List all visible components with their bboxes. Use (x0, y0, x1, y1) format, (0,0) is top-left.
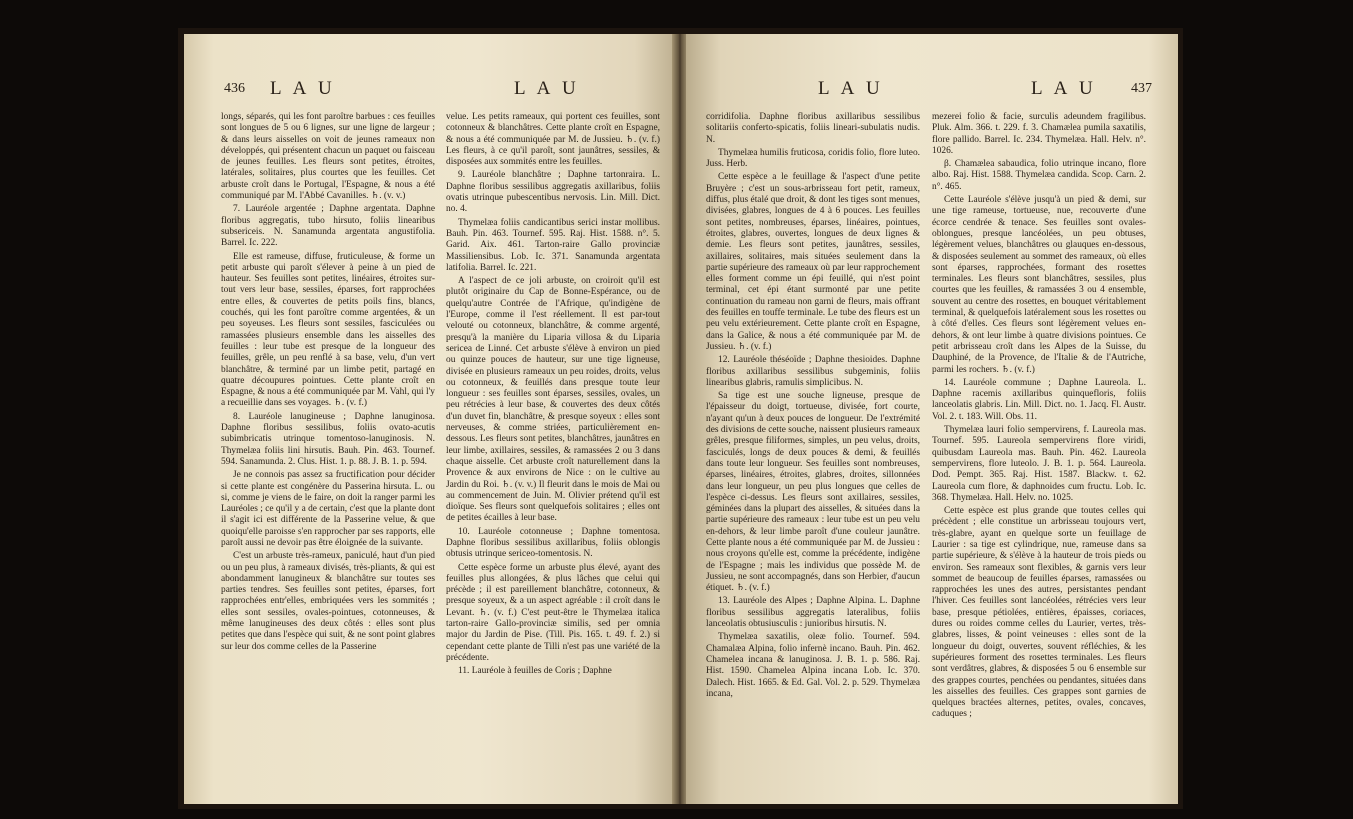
paragraph: Cette espèce forme un arbuste plus élevé, ayant des feuilles plus allongées, & plus lâches que celui qui précède ; il est pareillement blanchâtre, cotonneux, & presque soyeux, & a un aspect agréable : il croît dans le Levant. ♄. (v. f.) C'est peut-être le Thymelæa italica tarton-raire Gallo-provinciæ similis, sed per omnia major du Jardin de Pise. (Till. Pis. 165. t. 49. f. 2.) si cependant cette plante de Tilli n'est pas une variété de la précédente. (446, 562, 660, 663)
right-heading-col1: L A U (818, 78, 884, 99)
right-heading-col2: L A U (1031, 78, 1097, 99)
paragraph: 12. Lauréole théséoïde ; Daphne thesioides. Daphne floribus axillaribus sessilibus subgeminis, foliis linearibus glabris, ramulis simplicibus. N. (706, 355, 920, 388)
paragraph: 14. Lauréole commune ; Daphne Laureola. L. Daphne racemis axillaribus quinquefloris, foliis lanceolatis glabris. Lin. Mill. Dict. no. 1. Jacq. Fl. Austr. Vol. 2. t. 183. Will. Obs. 11. (932, 377, 1146, 422)
left-column-2 (446, 112, 660, 680)
left-page (184, 34, 674, 804)
paragraph: corridifolia. Daphne floribus axillaribus sessilibus solitariis conferto-spicatis, foliis lineari-subulatis nudis. N. (706, 112, 920, 145)
paragraph: Sa tige est une souche ligneuse, presque de l'épaisseur du doigt, tortueuse, divisée, fort courte, n'ayant qu'un à deux pouces de longueur. De l'extrémité des divisions de cette souche, naissent plusieurs rameaux grêles, presque filiformes, simples, un peu velus, droits, fasciculés, longs de deux pouces & demi, & feuillés dans toute leur longueur. Ses feuilles sont nombreuses, éparses, linéaires, étroites, glabres, droites, sillonnées dans leur longueur, un peu plus longues que celles de l'espèce ci-dessus. Les fleurs sont axillaires, sessiles, géminées dans la plupart des aisselles, & situées dans la partie supérieure des rameaux : leur tube est un peu velu en-dehors, & leur limbe paroît d'une couleur jaunâtre. Cette plante nous a été communiquée par M. de Jussieu : nous croyons qu'elle est, comme la précédente, indigène de l'Espagne ; mais les individus que possède M. de Jussieu, ne sont accompagnés, dans son Herbier, d'aucun étiquet. ♄. (v. f.) (706, 391, 921, 594)
paragraph: 7. Lauréole argentée ; Daphne argentata. Daphne floribus aggregatis, tubo hirsuto, foliis linearibus subsericeis. N. Sanamunda argentata angustifolia. Barrel. Ic. 222. (221, 204, 435, 249)
right-column-1 (706, 112, 920, 702)
paragraph: Cette espèce a le feuillage & l'aspect d'une petite Bruyère ; c'est un sous-arbrisseau fort petit, rameux, diffus, plus étalé que droit, & dont les tiges sont menues, divisées, glabres, longues de 4 à 6 pouces. Les feuilles sont petites, nombreuses, éparses, linéaires, pointues, étroites, glabres, ouvertes, longues de deux lignes & demie. Les fleurs sont petites, jaunâtres, sessiles, axillaires, solitaires, mais situées seulement dans la partie supérieure des rameaux où par leur rapprochement elles forment comme un épi feuillé, qui n'est point terminal, cet épi étant surmonté par une petite continuation du rameau non garni de fleurs, mais offrant des feuilles en touffe terminale. Le tube des fleurs est un peu velu extérieurement. Cette plante croît en Espagne, dans la Galice, & nous a été communiquée par M. de Jussieu. ♄. (v. f.) (706, 172, 920, 352)
paragraph: Elle est rameuse, diffuse, fruticuleuse, & forme un petit arbuste qui paroît s'élever à peine à un pied de hauteur. Ses feuilles sont petites, linéaires, étroites sur-tout vers leur base, sessiles, éparses, fort rapprochées entre elles, & couvertes de petits poils fins, blancs, couchés, qui les font paroître comme argentées, & un peu soyeuses. Les fleurs sont sessiles, fasciculées ou ramassées plusieurs ensemble dans les aisselles des feuilles : leur tube est presque de la longueur des feuilles, grêle, un peu renflé à sa base, velu, d'un vert blanchâtre, & terminé par un limbe petit, partagé en quatre découpures pointues. Cette plante croît en Espagne, & nous a été communiquée par M. Vahl, qui l'y a recueillie dans ses voyages. ♄. (v. f.) (221, 251, 435, 409)
left-page-number: 436 (224, 81, 245, 96)
paragraph: Je ne connois pas assez sa fructification pour décider si cette plante est congénère du Passerina hirsuta. L. ou si, comme je viens de le faire, on doit la ranger parmi les Lauréoles ; ce qu'il y a de certain, c'est que la plante dont il s'agit ici est différente de la Passerine velue, & que quoiqu'elle paroisse s'en rapprocher par ses rapports, elle paroît aussi ne devoir pas être éloignée de la suivante. (221, 470, 435, 548)
right-column-2 (932, 112, 1146, 723)
paragraph: Thymelæa saxatilis, oleæ folio. Tournef. 594. Chamalæa Alpina, folio infernè incano. Bauh. Pin. 462. Chamelea incana & lanuginosa. J. B. 1. p. 586. Raj. Hist. 1590. Chamelea Alpina incana Lob. Ic. 370. Dalech. Hist. 1665. & Ed. Gal. Vol. 2. p. 529. Thymelæa incana, (706, 632, 920, 699)
paragraph: Thymelæa humilis fruticosa, coridis folio, flore luteo. Juss. Herb. (706, 147, 920, 170)
left-running-head (184, 78, 674, 100)
paragraph: 8. Lauréole lanugineuse ; Daphne lanuginosa. Daphne floribus sessilibus, foliis ovato-acutis subimbricatis utrinque tomentoso-lanuginosis. N. Thymelæa foliis lini hirsutis. Bauh. Pin. 463. Tournef. 594. Sanamunda. 2. Clus. Hist. 1. p. 88. J. B. 1. p. 594. (221, 411, 435, 467)
paragraph: longs, séparés, qui les font paroître barbues : ces feuilles sont longues de 5 ou 6 lignes, sur une ligne de largeur ; & dans leurs aisselles on voit de jeunes rameaux non développés, qui présentent chacun un paquet ou faisceau de jeunes feuilles. Les fleurs sont petites, étroites, latérales, solitaires, plus courtes que les feuilles. Cet arbuste croît dans le Portugal, l'Espagne, & nous a été communiqué par M. l'Abbé Cavanilles. ♄. (v. v.) (221, 112, 435, 202)
open-book (178, 28, 1183, 809)
left-heading-col2: L A U (514, 78, 580, 99)
paragraph: 13. Lauréole des Alpes ; Daphne Alpina. L. Daphne floribus sessilibus aggregatis lateralibus, foliis lanceolatis obtusiusculis : junioribus hirsutis. N. (706, 596, 920, 630)
paragraph: Thymelæa foliis candicantibus serici instar mollibus. Bauh. Pin. 463. Tournef. 595. Raj. Hist. 1588. n°. 5. Garid. Aix. 461. Tarton-raire Gallo provinciæ Massiliensibus. Lob. Ic. 371. Sanamunda argentata latifolia. Barrel. Ic. 221. (446, 217, 660, 273)
paragraph: Cette espèce est plus grande que toutes celles qui précèdent ; elle constitue un arbrisseau toujours vert, très-glabre, ayant en quelque sorte un feuillage de Laurier : sa tige est cylindrique, nue, rameuse dans sa partie supérieure, & s'élève à la hauteur de trois pieds ou environ. Ses rameaux sont flexibles, & garnis vers leur sommet de beaucoup de feuilles éparses, ramassées ou rapprochées les unes des autres, persistantes pendant l'hiver. Ces feuilles sont lancéolées, rétrécies vers leur base, presque pétiolées, entières, épaisses, coriaces, dures ou roides comme celles du Laurier, vertes, très-glabres, lisses, & point veineuses : elles sont de la longueur du doigt, ouvertes, souvent réfléchies, & les supérieures forment des rosettes terminales. Les fleurs sont verdâtres, glabres, & disposées 5 ou 6 ensemble sur des grappes courtes, penchées ou pendantes, situées dans les aisselles des feuilles. Ces grappes sont garnies de quelques bractées alternes, petites, ovales, concaves, caduques ; (932, 506, 1146, 720)
paragraph: β. Chamælea sabaudica, folio utrinque incano, flore albo. Raj. Hist. 1588. Thymelæa candida. Scop. Carn. 2. n°. 465. (932, 159, 1146, 192)
right-running-head (686, 78, 1178, 100)
left-heading-col1: L A U (270, 78, 336, 99)
paragraph: 10. Lauréole cotonneuse ; Daphne tomentosa. Daphne floribus sessilibus axillaribus, foliis oblongis obtusis utrinque sericeo-tomentosis. N. (446, 526, 660, 560)
left-column-1 (221, 112, 435, 655)
paragraph: C'est un arbuste très-rameux, paniculé, haut d'un pied ou un peu plus, à rameaux divisés, très-pliants, & qui est abondamment lanugineux & blanchâtre sur toutes ses parties tendres. Ses feuilles sont petites, éparses, fort rapprochées entr'elles, embriquées vers les sommités ; elles sont sessiles, ovales-pointues, cotonneuses, & même lanugineuses des deux côtés : elles sont plus petites que dans l'espèce qui suit, & ne sont point glabres sur leur dos comme celles de la Passerine (221, 551, 435, 652)
paragraph: Cette Lauréole s'élève jusqu'à un pied & demi, sur une tige rameuse, tortueuse, nue, recouverte d'une écorce cendrée & tenace. Ses feuilles sont ovales-oblongues, presque lancéolées, un peu obtuses, légèrement velues, blanchâtres ou glauques en-dessous, & disposées seulement au sommet des rameaux, où elles sont éparses, rapprochées, formant des rosettes terminales. Les fleurs sont blanchâtres, sessiles, plus courtes que les feuilles, & ramassées 3 ou 4 ensemble, souvent au centre des rosettes, en bouquet véritablement terminal, & quelquefois latéralement sous les rosettes ou à côté d'elles. Ces fleurs sont légèrement velues en-dehors, & ont leur limbe à quatre divisions pointues. Ce petit arbrisseau croît dans les Alpes de la Suisse, du Dauphiné, de la Provence, de l'Italie & de l'Autriche, parmi les rochers. ♄. (v. f.) (932, 195, 1146, 375)
right-page-number: 437 (1131, 81, 1152, 96)
paragraph: 11. Lauréole à feuilles de Coris ; Daphne (458, 666, 612, 677)
paragraph: 9. Lauréole blanchâtre ; Daphne tartonraira. L. Daphne floribus sessilibus aggregatis axillaribus, foliis ovatis utrinque pubescentibus nervosis. Lin. Mill. Dict. no. 4. (446, 170, 660, 215)
right-page (686, 34, 1178, 804)
paragraph: mezerei folio & facie, surculis adeundem fragilibus. Pluk. Alm. 366. t. 229. f. 3. Chamælea pumila saxatilis, flore pallido. Barrel. Ic. 234. Thymelæa. Hall. Helv. n°. 1026. (932, 112, 1146, 156)
paragraph: velue. Les petits rameaux, qui portent ces feuilles, sont cotonneux & blanchâtres. Cette plante croît en Espagne, & nous a été communiquée par M. de Jussieu. ♄. (v. f.) Les fleurs, à ce qu'il paroît, sont jaunâtres, sessiles, & disposées aux sommités entre les feuilles. (446, 112, 660, 168)
paragraph: Thymelæa lauri folio sempervirens, f. Laureola mas. Tournef. 595. Laureola sempervirens flore viridi, quibusdam Laureola mas. Bauh. Pin. 462. Laureola sempervirens, flore luteolo. J. B. 1. p. 564. Laureola. Dod. Pempt. 365. Raj. Hist. 1587. Blackw. t. 62. Laureola cum flore, & daphnoides cum fructu. Lob. Ic. 368. Thymelæa. Hall. Helv. no. 1025. (932, 425, 1146, 503)
paragraph: A l'aspect de ce joli arbuste, on croiroit qu'il est plutôt originaire du Cap de Bonne-Espérance, ou de quelqu'autre Contrée de l'Afrique, qu'indigène de l'Europe, comme il l'est réellement. Il est par-tout velouté ou cotonneux, blanchâtre, & comme argenté, presqu'à la manière du Liparia villosa & du Liparia sericea de Linné. Cet arbuste s'élève à environ un pied ou quinze pouces de hauteur, sur une tige ligneuse, divisée en plusieurs rameaux un peu roides, droits, velus ou cotonneux, & feuillés dans presque toute leur longueur : ses feuilles sont éparses, sessiles, ovales, un peu rétrécies à leur base, & couvertes des deux côtés d'un duvet fin, blanchâtre, & presque soyeux : elles sont nerveuses, & comme striées, particulièrement en-dessous. Les fleurs sont petites, blanchâtres, jaunâtres en leur limbe, axillaires, sessiles, & ramassées 2 ou 3 dans chaque aisselle. Cet arbuste croît naturellement dans la Provence & aux environs de Nice : on le cultive au Jardin du Roi. ♄. (v. v.) Il fleurit dans le mois de Mai ou au commencement de Juin. M. Olivier prétend qu'il est dioïque. Ses fleurs sont quelquefois solitaires ; elles ont de petites écailles à leur base. (446, 276, 660, 524)
